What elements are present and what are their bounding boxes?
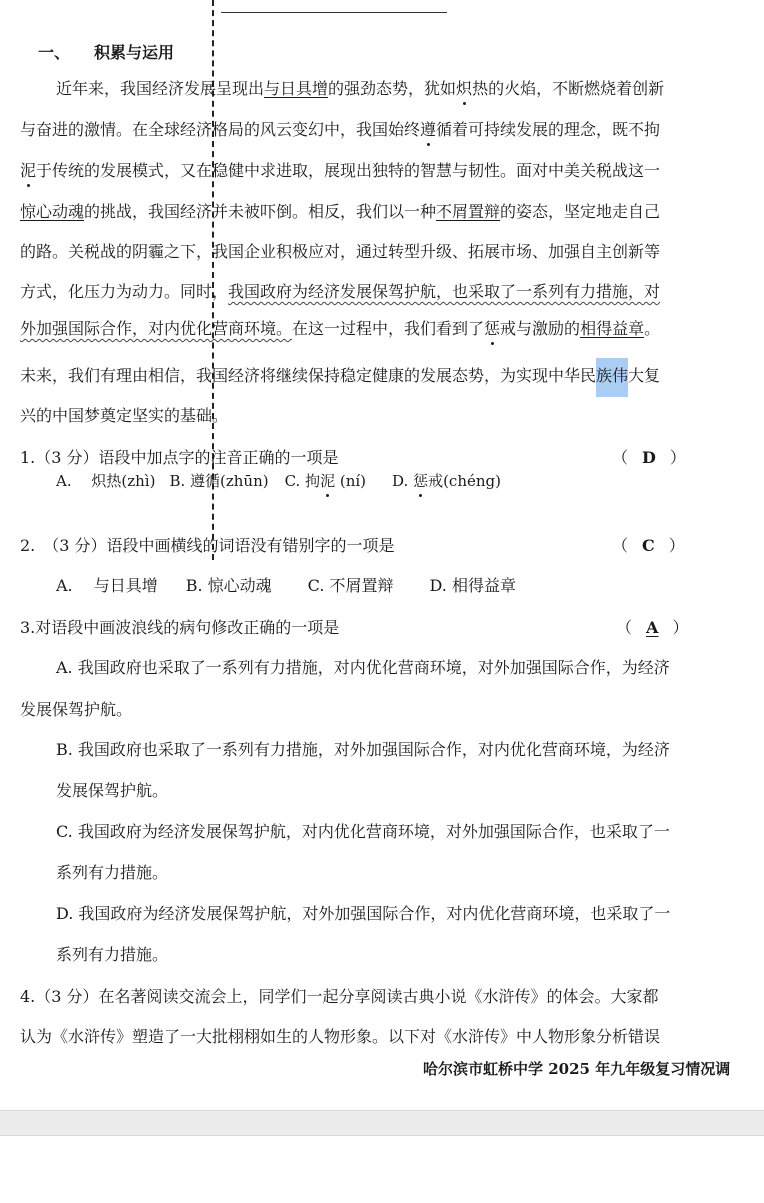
section-title: 积累与运用 [94,43,175,62]
option-b: B. 遵循(zhūn) [169,472,269,490]
option-a: A. 与日具增 [56,576,158,595]
question-3-stem: 3.对语段中画波浪线的病句修改正确的一项是 [20,618,340,637]
question-3-option-d-cont: 系列有力措施。 [56,945,169,964]
wavy-sentence: 外加强国际合作，对内优化营商环境。 [20,319,293,338]
question-3-option-c: C. 我国政府为经济发展保驾护航，对内优化营商环境，对外加强国际合作，也采取了一 [56,822,670,841]
section-heading [38,40,174,63]
section-number: 一、 [38,43,71,62]
underlined-term-1: 与日具增 [264,79,329,98]
dotted-char: 炽 [456,79,473,98]
header-rule [221,12,447,13]
option-b: B. 惊心动魂 [185,576,272,595]
question-1-stem: 1.（3 分）语段中加点字的注音正确的一项是 [20,448,339,467]
passage-line-4: 惊心动魂的挑战，我国经济并未被吓倒。相反，我们以一种不屑置辩的姿态，坚定地走自己 [20,202,661,221]
question-3-option-c-cont: 系列有力措施。 [56,863,169,882]
question-2-options [56,576,516,596]
passage-line-8: 未来，我们有理由相信，我国经济将继续保持稳定健康的发展态势，为实现中华民族伟大复 [20,366,660,386]
passage-line-1: 近年来，我国经济发展呈现出与日具增的强劲态势，犹如炽热的火焰，不断燃烧着创新 [56,79,665,98]
question-2-answer: （ C ） [612,536,685,555]
question-3-answer: （ A ） [616,618,689,637]
passage-line-5: 的路。关税战的阴霾之下，我国企业积极应对，通过转型升级、拓展市场、加强自主创新等 [20,242,661,261]
question-1-answer: （ D ） [612,448,686,467]
page-footer-title: 哈尔滨市虹桥中学 2025 年九年级复习情况调 [423,1060,731,1078]
option-d: D. 相得益章 [429,576,516,595]
next-page [0,1136,764,1203]
text-selection-highlight[interactable]: 族伟 [596,358,628,397]
wavy-sentence: 我国政府为经济发展保驾护航，也采取了一系列有力措施，对 [228,282,661,301]
question-3-option-b-cont: 发展保驾护航。 [56,781,169,800]
option-c: C. 拘泥 (ní) [284,472,367,490]
dotted-char: 惩 [484,319,501,338]
question-3-option-a: A. 我国政府也采取了一系列有力措施，对内优化营商环境，对外加强国际合作，为经济 [56,658,670,677]
question-3-option-a-cont: 发展保驾护航。 [20,700,133,719]
underlined-term-3: 不屑置辩 [436,202,501,221]
underlined-term-2: 惊心动魂 [20,202,85,221]
passage-line-6: 方式，化压力为动力。同时，我国政府为经济发展保驾护航，也采取了一系列有力措施，对 [20,282,661,301]
page-separator [0,1110,764,1136]
passage-line-3: 泥于传统的发展模式，又在稳健中求进取，展现出独特的智慧与韧性。面对中美关税战这一 [20,161,661,180]
question-1-options [56,471,501,491]
question-3-option-d: D. 我国政府为经济发展保驾护航，对外加强国际合作，对内优化营商环境，也采取了一 [56,904,671,923]
question-2-stem: 2. （3 分）语段中画横线的词语没有错别字的一项是 [20,536,395,555]
option-c: C. 不屑置辩 [307,576,394,595]
option-d: D. 惩戒(chéng) [392,472,501,490]
dotted-char: 泥 [20,161,37,180]
dotted-char: 遵 [420,120,437,139]
passage-line-2: 与奋进的激情。在全球经济格局的风云变幻中，我国始终遵循着可持续发展的理念，既不拘 [20,120,661,139]
underlined-term-4: 相得益章 [580,319,645,338]
passage-line-7: 外加强国际合作，对内优化营商环境。在这一过程中，我们看到了惩戒与激励的相得益章。 [20,319,661,338]
passage-line-9: 兴的中国梦奠定坚实的基础。 [20,406,229,425]
question-4-line-2: 认为《水浒传》塑造了一大批栩栩如生的人物形象。以下对《水浒传》中人物形象分析错误 [20,1027,661,1046]
question-3-option-b: B. 我国政府也采取了一系列有力措施，对外加强国际合作，对内优化营商环境，为经济 [56,740,670,759]
question-4-line-1: 4.（3 分）在名著阅读交流会上，同学们一起分享阅读古典小说《水浒传》的体会。大家都 [20,987,659,1006]
option-a: A. 炽热(zhì) [56,472,156,490]
